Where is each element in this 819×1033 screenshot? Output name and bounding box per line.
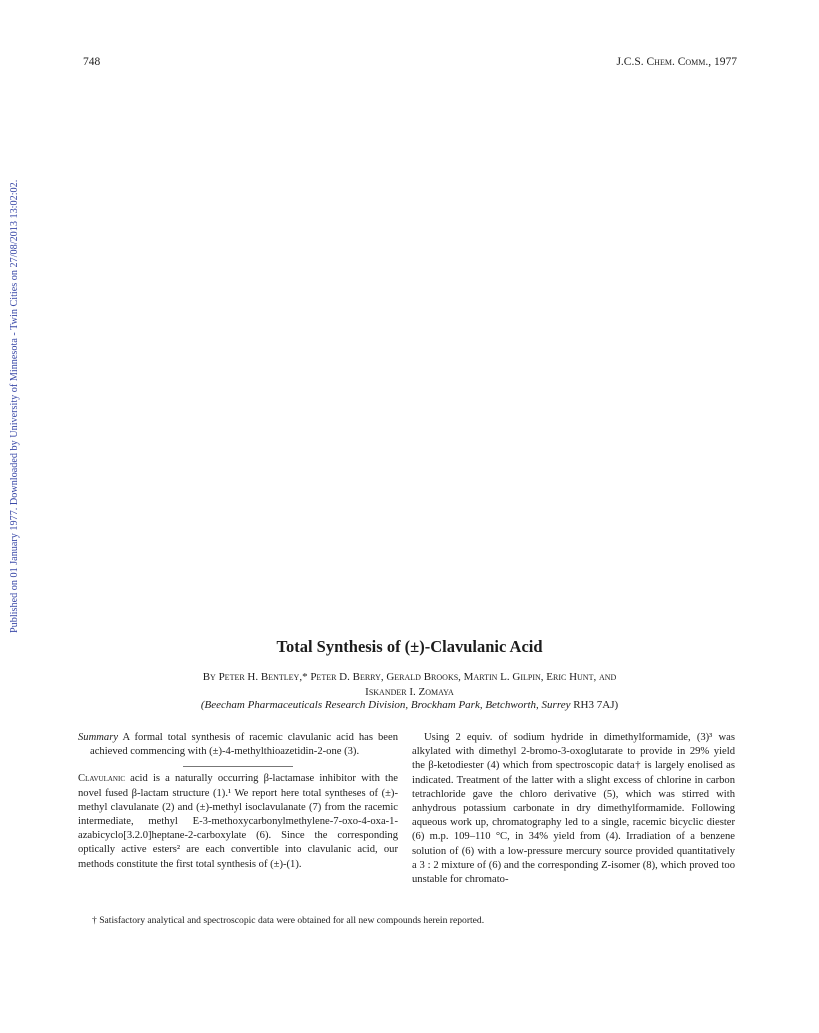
download-watermark xyxy=(0,163,18,633)
right-column xyxy=(412,731,735,887)
synthesis-paragraph: Using 2 equiv. of sodium hydride in dimethylformamide, (3)³ was alkylated with dimethyl 2-bromo-3-oxoglutarate to provide in 29% yield the β-ketodiester (4) which from spectroscopic data† is largely enolised as indicated. Treatment of the latter with a slight excess of chlorine in carbon tetrachloride gave the chloro derivative (5), which was stirred with anhydrous potassium carbonate in dry dimethylformamide. Following aqueous work up, chromatography led to a single, racemic bicyclic diester (6) m.p. 109–110 °C, in 34% yield from (4). Irradiation of a benzene solution of (6) with a low-pressure mercury source provided quantitatively a 3 : 2 mixture of (6) and the corresponding Z-isomer (8), which proved too unstable for chromato- xyxy=(412,732,735,886)
intro-text: acid is a naturally occurring β-lactamase inhibitor with the novel fused β-lactam structure (1).¹ We report here total syntheses of (±)-methyl clavulanate (2) and (±)-methyl isoclavulanate (7) from the racemic intermediate, methyl E-3-methoxycarbonylmethylene-7-oxo-4-oxa-1-azabicyclo[3.2.0]heptane-2-carboxylate (6). Since the corresponding optically active esters² are each convertible into clavulanic acid, our methods constitute the first total synthesis of (±)-(1). xyxy=(78,773,398,870)
authors-line-1: By Peter H. Bentley,* Peter D. Berry, Gerald Brooks, Martin L. Gilpin, Eric Hunt, and xyxy=(202,671,617,683)
footnote: † Satisfactory analytical and spectroscopic data were obtained for all new compounds herein reported. xyxy=(92,915,485,926)
author-list xyxy=(90,670,729,700)
left-column xyxy=(78,731,398,872)
summary-divider xyxy=(183,766,293,767)
affiliation xyxy=(60,699,759,711)
page-number: 748 xyxy=(83,56,101,68)
summary-label: Summary xyxy=(78,732,119,743)
affiliation-text: (Beecham Pharmaceuticals Research Division, Brockham Park, Betchworth, Surrey xyxy=(200,699,571,711)
lead-word: Clavulanic xyxy=(78,773,125,785)
summary-text: A formal total synthesis of racemic clavulanic acid has been achieved commencing with (±)-4-methylthioazetidin-2-one (3). xyxy=(90,732,398,758)
intro-paragraph xyxy=(78,772,398,871)
authors-line-2: Iskander I. Zomaya xyxy=(365,686,454,698)
affiliation-postcode: RH3 7AJ) xyxy=(573,699,619,711)
journal-short: J.C.S. xyxy=(616,56,644,68)
journal-header xyxy=(616,56,737,68)
watermark-text[interactable]: Published on 01 January 1977. Downloaded by University of Minnesota - Twin Cities on 27/08/2013 13:02:02. xyxy=(9,179,20,633)
summary-paragraph xyxy=(78,731,398,759)
article-title: Total Synthesis of (±)-Clavulanic Acid xyxy=(276,637,543,656)
journal-name: Chem. Comm. xyxy=(646,56,709,68)
journal-year: , 1977 xyxy=(708,56,737,68)
